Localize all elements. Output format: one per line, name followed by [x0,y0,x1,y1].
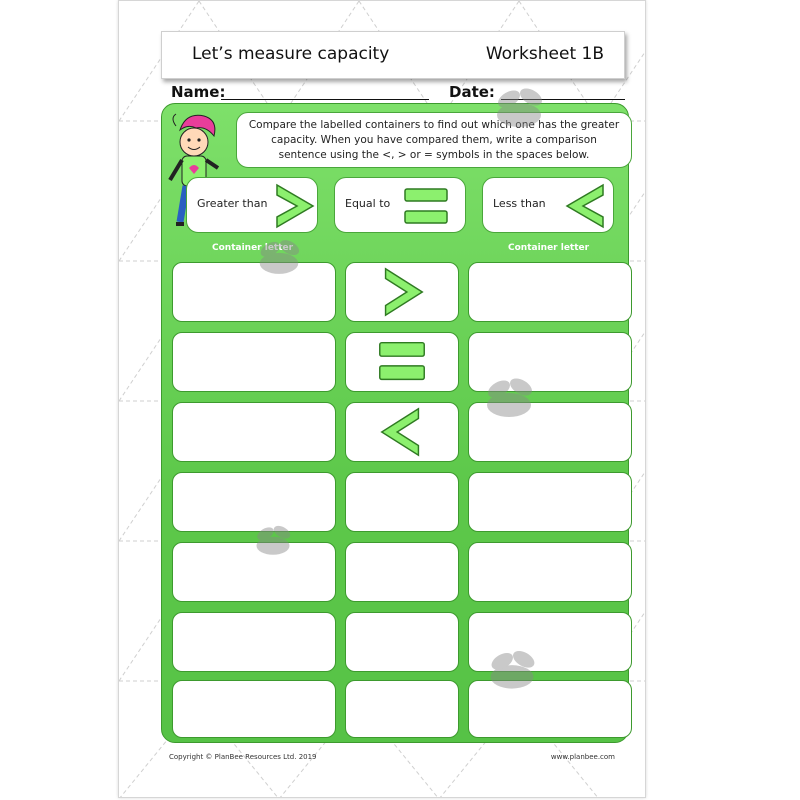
comparison-symbol-cell[interactable] [345,680,459,738]
comparison-symbol-cell[interactable] [345,262,459,322]
key-label: Equal to [345,197,391,210]
comparison-symbol-cell[interactable] [345,472,459,532]
key-equal-to [334,177,466,233]
right-container-cell[interactable] [468,472,632,532]
worksheet-id: Worksheet 1B [485,44,604,64]
instruction-box [236,112,632,168]
name-date-row [171,83,641,103]
less-than-icon [346,403,458,461]
left-container-cell[interactable] [172,402,336,462]
key-greater-than [186,177,318,233]
equals-icon [346,333,458,391]
left-container-cell[interactable] [172,332,336,392]
page-title: Let’s measure capacity [192,44,390,64]
less-than-icon [563,181,611,231]
left-column-header: Container letter [212,243,294,253]
greater-than-icon [346,263,458,321]
worksheet-page [118,0,646,798]
date-label: Date: [449,83,495,101]
copyright-text: Copyright © PlanBee Resources Ltd. 2019 [169,753,317,761]
comparison-symbol-cell[interactable] [345,612,459,672]
name-label: Name: [171,83,226,101]
website-text: www.planbee.com [550,753,615,761]
right-container-cell[interactable] [468,262,632,322]
key-label: Less than [493,197,546,210]
comparison-symbol-cell[interactable] [345,402,459,462]
equals-icon [403,181,451,231]
greater-than-icon [269,181,317,231]
instruction-text: Compare the labelled containers to find out which one has the greater capacity. When you have compared them, write a comparison sentence using the <, > or = symbols in the spaces below. [248,118,620,161]
right-container-cell[interactable] [468,542,632,602]
key-less-than [482,177,614,233]
bee-watermark-icon [244,236,314,282]
left-container-cell[interactable] [172,612,336,672]
right-column-header: Container letter [508,243,590,253]
comparison-symbol-cell[interactable] [345,332,459,392]
title-bar [161,31,625,79]
bee-watermark-icon [473,647,551,697]
key-label: Greater than [197,197,268,210]
comparison-symbol-cell[interactable] [345,542,459,602]
activity-panel [161,103,629,743]
bee-watermark-icon [243,521,303,563]
left-container-cell[interactable] [172,680,336,738]
bee-watermark-icon [469,373,549,427]
name-field[interactable] [221,99,429,100]
bee-watermark-icon [479,85,559,135]
